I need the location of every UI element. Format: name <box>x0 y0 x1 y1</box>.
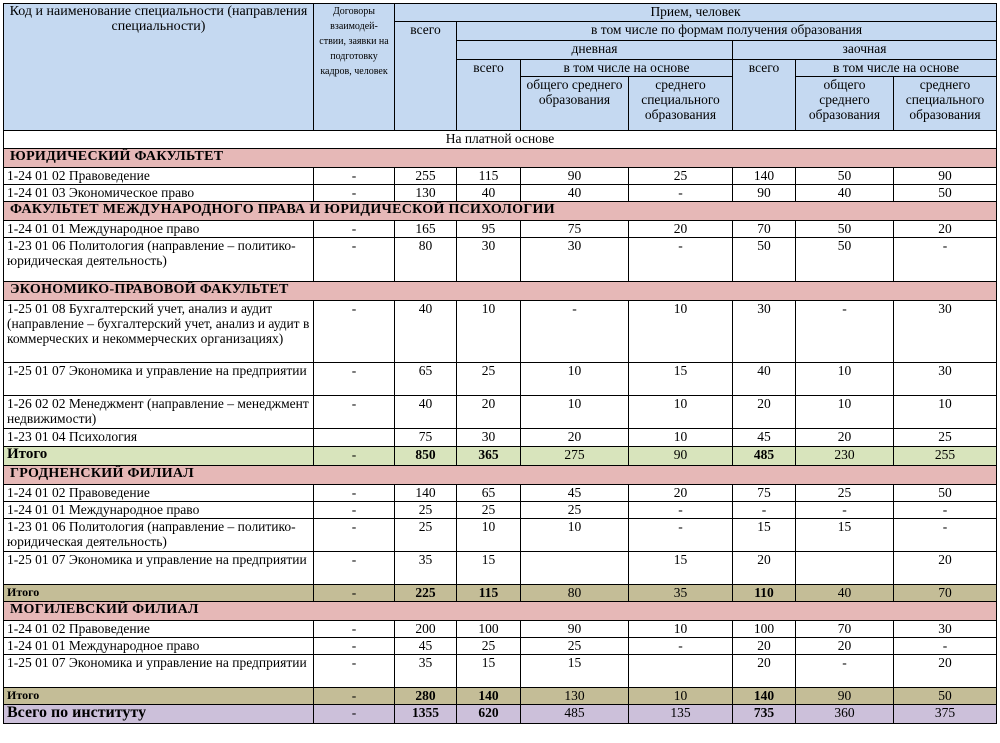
basis-label: На платной основе <box>4 131 997 149</box>
faculty-title: ФАКУЛЬТЕТ МЕЖДУНАРОДНОГО ПРАВА И ЮРИДИЧЕСКОЙ ПСИХОЛОГИИ <box>4 202 997 221</box>
faculty-title: ЭКОНОМИКО-ПРАВОВОЙ ФАКУЛЬТЕТ <box>4 282 997 301</box>
extramural-special-value: 30 <box>894 621 997 638</box>
specialty-name: 1-24 01 02 Правоведение <box>4 168 314 185</box>
contracts-value: - <box>314 621 395 638</box>
faculty-title: МОГИЛЕВСКИЙ ФИЛИАЛ <box>4 602 997 621</box>
header-specialty: Код и наименование специальности (направления специальности) <box>4 4 314 131</box>
day-general-value: 10 <box>521 519 629 552</box>
day-special-value: 20 <box>629 221 733 238</box>
day-special-value: 10 <box>629 301 733 363</box>
specialty-name: 1-25 01 08 Бухгалтерский учет, анализ и аудит (направление – бухгалтерский учет, анализ и аудит в коммерческих и некоммерческих организациях) <box>4 301 314 363</box>
extramural-total-value: 20 <box>733 552 796 585</box>
extramural-special-value: 20 <box>894 552 997 585</box>
day-special-value: - <box>629 638 733 655</box>
table-row <box>4 621 997 638</box>
header-day-total: всего <box>457 60 521 131</box>
total-value: 35 <box>395 655 457 688</box>
day-special-value: 10 <box>629 429 733 447</box>
day-general-value: 485 <box>521 705 629 724</box>
specialty-name: 1-23 01 06 Политология (направление – политико-юридическая деятельность) <box>4 238 314 282</box>
extramural-general-value: 20 <box>796 429 894 447</box>
extramural-general-value <box>796 552 894 585</box>
day-total-value: 15 <box>457 552 521 585</box>
extramural-total-value: 110 <box>733 585 796 602</box>
table-row <box>4 638 997 655</box>
contracts-value: - <box>314 655 395 688</box>
day-total-value: 365 <box>457 447 521 466</box>
extramural-special-value: 30 <box>894 301 997 363</box>
contracts-value: - <box>314 519 395 552</box>
contracts-value: - <box>314 221 395 238</box>
specialty-name: 1-24 01 02 Правоведение <box>4 621 314 638</box>
total-value: 65 <box>395 363 457 396</box>
subtotal-row <box>4 447 997 466</box>
extramural-total-value: 20 <box>733 638 796 655</box>
grand-total-label: Всего по институту <box>4 705 314 724</box>
day-special-value: - <box>629 502 733 519</box>
extramural-total-value: 140 <box>733 168 796 185</box>
specialty-name: 1-25 01 07 Экономика и управление на предприятии <box>4 363 314 396</box>
specialty-name: 1-25 01 07 Экономика и управление на предприятии <box>4 655 314 688</box>
contracts-value: - <box>314 585 395 602</box>
contracts-value: - <box>314 552 395 585</box>
day-general-value: 25 <box>521 638 629 655</box>
contracts-value: - <box>314 502 395 519</box>
specialty-name: 1-24 01 02 Правоведение <box>4 485 314 502</box>
extramural-general-value: 70 <box>796 621 894 638</box>
header-extramural-incl-basis: в том числе на основе <box>796 60 997 77</box>
day-general-value: 75 <box>521 221 629 238</box>
day-special-value: - <box>629 519 733 552</box>
day-total-value: 30 <box>457 238 521 282</box>
specialty-name: 1-24 01 01 Международное право <box>4 502 314 519</box>
extramural-total-value: 100 <box>733 621 796 638</box>
extramural-general-value: 40 <box>796 185 894 202</box>
extramural-general-value: 40 <box>796 585 894 602</box>
day-general-value: 30 <box>521 238 629 282</box>
extramural-general-value: 25 <box>796 485 894 502</box>
table-row <box>4 655 997 688</box>
day-general-value: 80 <box>521 585 629 602</box>
day-total-value: 115 <box>457 168 521 185</box>
header-day-form: дневная <box>457 41 733 60</box>
extramural-general-value: 90 <box>796 688 894 705</box>
extramural-special-value: 50 <box>894 688 997 705</box>
extramural-special-value: - <box>894 638 997 655</box>
day-total-value: 10 <box>457 301 521 363</box>
total-value: 165 <box>395 221 457 238</box>
extramural-total-value: 70 <box>733 221 796 238</box>
contracts-value: - <box>314 638 395 655</box>
contracts-value: - <box>314 396 395 429</box>
header-day-general: общего среднего образования <box>521 77 629 131</box>
extramural-general-value: 10 <box>796 363 894 396</box>
header-admission: Прием, человек <box>395 4 997 22</box>
table-row <box>4 301 997 363</box>
extramural-total-value: 140 <box>733 688 796 705</box>
table-row <box>4 429 997 447</box>
day-special-value: 25 <box>629 168 733 185</box>
admission-table <box>3 3 997 724</box>
extramural-special-value: 50 <box>894 185 997 202</box>
day-general-value <box>521 552 629 585</box>
total-value: 1355 <box>395 705 457 724</box>
extramural-total-value: - <box>733 502 796 519</box>
contracts-value: - <box>314 447 395 466</box>
header-extramural-general: общего среднего образования <box>796 77 894 131</box>
total-value: 280 <box>395 688 457 705</box>
day-special-value: 15 <box>629 363 733 396</box>
subtotal-row <box>4 688 997 705</box>
day-total-value: 10 <box>457 519 521 552</box>
table-row <box>4 238 997 282</box>
specialty-name: 1-23 01 04 Психология <box>4 429 314 447</box>
extramural-special-value: 20 <box>894 221 997 238</box>
extramural-special-value: - <box>894 502 997 519</box>
day-special-value: 10 <box>629 688 733 705</box>
day-general-value: 10 <box>521 363 629 396</box>
total-value: 255 <box>395 168 457 185</box>
contracts-value: - <box>314 185 395 202</box>
day-total-value: 140 <box>457 688 521 705</box>
day-total-value: 620 <box>457 705 521 724</box>
header-extramural-special: среднего специального образования <box>894 77 997 131</box>
total-value: 225 <box>395 585 457 602</box>
day-general-value: 15 <box>521 655 629 688</box>
extramural-special-value: 90 <box>894 168 997 185</box>
day-general-value: 275 <box>521 447 629 466</box>
subtotal-label: Итого <box>4 688 314 705</box>
extramural-general-value: 360 <box>796 705 894 724</box>
extramural-special-value: 255 <box>894 447 997 466</box>
total-value: 25 <box>395 519 457 552</box>
subtotal-label: Итого <box>4 585 314 602</box>
day-general-value: 20 <box>521 429 629 447</box>
extramural-total-value: 735 <box>733 705 796 724</box>
subtotal-label: Итого <box>4 447 314 466</box>
contracts-value: - <box>314 168 395 185</box>
table-row <box>4 185 997 202</box>
extramural-total-value: 90 <box>733 185 796 202</box>
extramural-total-value: 30 <box>733 301 796 363</box>
day-general-value: 10 <box>521 396 629 429</box>
day-total-value: 95 <box>457 221 521 238</box>
day-special-value <box>629 655 733 688</box>
subtotal-row <box>4 585 997 602</box>
header-extramural-total: всего <box>733 60 796 131</box>
extramural-general-value: 10 <box>796 396 894 429</box>
table-row <box>4 502 997 519</box>
table-row <box>4 363 997 396</box>
faculty-title: ЮРИДИЧЕСКИЙ ФАКУЛЬТЕТ <box>4 149 997 168</box>
header-extramural-form: заочная <box>733 41 997 60</box>
extramural-special-value: 10 <box>894 396 997 429</box>
table-row <box>4 552 997 585</box>
specialty-name: 1-24 01 01 Международное право <box>4 638 314 655</box>
grand-total-row <box>4 705 997 724</box>
day-special-value: 10 <box>629 396 733 429</box>
contracts-value: - <box>314 688 395 705</box>
contracts-value: - <box>314 485 395 502</box>
header-incl-forms: в том числе по формам получения образования <box>457 22 997 41</box>
total-value: 35 <box>395 552 457 585</box>
day-total-value: 100 <box>457 621 521 638</box>
day-general-value: 130 <box>521 688 629 705</box>
day-total-value: 25 <box>457 638 521 655</box>
total-value: 140 <box>395 485 457 502</box>
extramural-general-value: 20 <box>796 638 894 655</box>
table-row <box>4 396 997 429</box>
contracts-value: - <box>314 705 395 724</box>
extramural-general-value: - <box>796 655 894 688</box>
extramural-special-value: - <box>894 238 997 282</box>
extramural-general-value: 50 <box>796 238 894 282</box>
extramural-total-value: 20 <box>733 655 796 688</box>
extramural-special-value: 70 <box>894 585 997 602</box>
day-total-value: 30 <box>457 429 521 447</box>
extramural-special-value: 50 <box>894 485 997 502</box>
day-general-value: 90 <box>521 168 629 185</box>
extramural-total-value: 15 <box>733 519 796 552</box>
extramural-general-value: 15 <box>796 519 894 552</box>
table-row <box>4 519 997 552</box>
extramural-total-value: 45 <box>733 429 796 447</box>
day-general-value: - <box>521 301 629 363</box>
total-value: 40 <box>395 301 457 363</box>
header-total: всего <box>395 22 457 131</box>
day-special-value: 35 <box>629 585 733 602</box>
total-value: 25 <box>395 502 457 519</box>
total-value: 75 <box>395 429 457 447</box>
day-special-value: - <box>629 238 733 282</box>
specialty-name: 1-23 01 06 Политология (направление – политико-юридическая деятельность) <box>4 519 314 552</box>
extramural-total-value: 40 <box>733 363 796 396</box>
extramural-special-value: 375 <box>894 705 997 724</box>
day-general-value: 90 <box>521 621 629 638</box>
table-row <box>4 168 997 185</box>
day-special-value: 135 <box>629 705 733 724</box>
total-value: 200 <box>395 621 457 638</box>
extramural-special-value: 30 <box>894 363 997 396</box>
day-total-value: 25 <box>457 502 521 519</box>
contracts-value: - <box>314 238 395 282</box>
extramural-general-value: - <box>796 502 894 519</box>
extramural-general-value: - <box>796 301 894 363</box>
total-value: 850 <box>395 447 457 466</box>
day-total-value: 25 <box>457 363 521 396</box>
table-row <box>4 221 997 238</box>
total-value: 45 <box>395 638 457 655</box>
extramural-general-value: 50 <box>796 168 894 185</box>
extramural-special-value: - <box>894 519 997 552</box>
contracts-value: - <box>314 363 395 396</box>
day-total-value: 15 <box>457 655 521 688</box>
faculty-title: ГРОДНЕНСКИЙ ФИЛИАЛ <box>4 466 997 485</box>
header-contracts: Договоры взаимодей-ствии, заявки на подготовку кадров, человек <box>314 4 395 131</box>
day-total-value: 20 <box>457 396 521 429</box>
day-general-value: 25 <box>521 502 629 519</box>
extramural-general-value: 230 <box>796 447 894 466</box>
extramural-special-value: 25 <box>894 429 997 447</box>
day-total-value: 40 <box>457 185 521 202</box>
extramural-total-value: 485 <box>733 447 796 466</box>
contracts-value: - <box>314 301 395 363</box>
header-day-incl-basis: в том числе на основе <box>521 60 733 77</box>
day-special-value: - <box>629 185 733 202</box>
day-total-value: 65 <box>457 485 521 502</box>
specialty-name: 1-25 01 07 Экономика и управление на предприятии <box>4 552 314 585</box>
day-general-value: 45 <box>521 485 629 502</box>
total-value: 80 <box>395 238 457 282</box>
table-row <box>4 485 997 502</box>
extramural-total-value: 75 <box>733 485 796 502</box>
day-special-value: 15 <box>629 552 733 585</box>
specialty-name: 1-24 01 03 Экономическое право <box>4 185 314 202</box>
total-value: 130 <box>395 185 457 202</box>
extramural-general-value: 50 <box>796 221 894 238</box>
extramural-special-value: 20 <box>894 655 997 688</box>
specialty-name: 1-24 01 01 Международное право <box>4 221 314 238</box>
day-special-value: 20 <box>629 485 733 502</box>
contracts-value <box>314 429 395 447</box>
day-total-value: 115 <box>457 585 521 602</box>
extramural-total-value: 20 <box>733 396 796 429</box>
day-special-value: 10 <box>629 621 733 638</box>
specialty-name: 1-26 02 02 Менеджмент (направление – менеджмент недвижимости) <box>4 396 314 429</box>
day-special-value: 90 <box>629 447 733 466</box>
extramural-total-value: 50 <box>733 238 796 282</box>
day-general-value: 40 <box>521 185 629 202</box>
total-value: 40 <box>395 396 457 429</box>
header-day-special: среднего специального образования <box>629 77 733 131</box>
